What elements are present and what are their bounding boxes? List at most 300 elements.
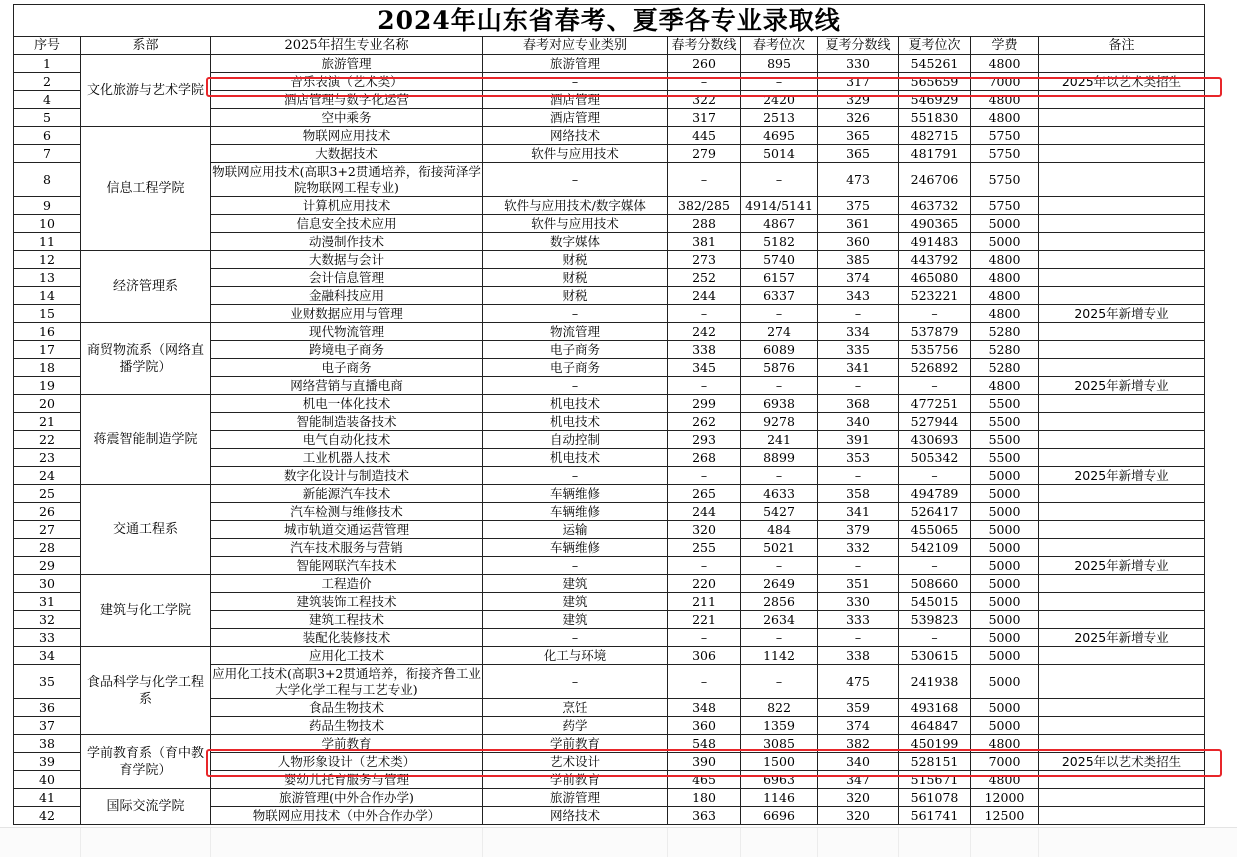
cell-summer-rank[interactable]: 508660 <box>899 575 971 593</box>
header-spring-score[interactable]: 春考分数线 <box>668 37 741 55</box>
cell-fee[interactable]: 4800 <box>971 55 1039 73</box>
cell-no[interactable]: 33 <box>14 629 81 647</box>
cell-dept[interactable]: 建筑与化工学院 <box>81 575 211 647</box>
cell-major[interactable]: 工程造价 <box>211 575 483 593</box>
cell-spring-rank[interactable]: 1500 <box>741 753 818 771</box>
cell-no[interactable]: 11 <box>14 233 81 251</box>
cell-note[interactable] <box>1039 647 1205 665</box>
cell-summer-score[interactable]: 332 <box>818 539 899 557</box>
cell-spring-rank[interactable]: 822 <box>741 699 818 717</box>
cell-spring-score[interactable]: – <box>668 665 741 699</box>
cell-summer-rank[interactable]: 443792 <box>899 251 971 269</box>
cell-no[interactable]: 4 <box>14 91 81 109</box>
cell-spring-rank[interactable]: 4867 <box>741 215 818 233</box>
cell-spring-category[interactable]: 车辆维修 <box>483 539 668 557</box>
cell-major[interactable]: 音乐表演（艺术类） <box>211 73 483 91</box>
cell-summer-score[interactable]: 340 <box>818 413 899 431</box>
cell-summer-rank[interactable]: 505342 <box>899 449 971 467</box>
cell-spring-score[interactable]: 338 <box>668 341 741 359</box>
cell-spring-score[interactable]: 244 <box>668 503 741 521</box>
cell-summer-score[interactable]: 320 <box>818 789 899 807</box>
cell-no[interactable]: 41 <box>14 789 81 807</box>
cell-spring-rank[interactable]: 6938 <box>741 395 818 413</box>
cell-major[interactable]: 金融科技应用 <box>211 287 483 305</box>
cell-spring-score[interactable]: 279 <box>668 145 741 163</box>
cell-note[interactable] <box>1039 341 1205 359</box>
cell-summer-rank[interactable]: 482715 <box>899 127 971 145</box>
cell-spring-rank[interactable]: – <box>741 305 818 323</box>
cell-summer-rank[interactable]: 246706 <box>899 163 971 197</box>
cell-summer-rank[interactable]: 490365 <box>899 215 971 233</box>
cell-spring-rank[interactable]: 241 <box>741 431 818 449</box>
cell-spring-rank[interactable]: 6089 <box>741 341 818 359</box>
cell-summer-rank[interactable]: – <box>899 557 971 575</box>
cell-dept[interactable]: 蒋震智能制造学院 <box>81 395 211 485</box>
cell-major[interactable]: 装配化装修技术 <box>211 629 483 647</box>
cell-no[interactable]: 20 <box>14 395 81 413</box>
cell-spring-rank[interactable]: 484 <box>741 521 818 539</box>
cell-spring-score[interactable]: – <box>668 557 741 575</box>
cell-spring-category[interactable]: 酒店管理 <box>483 109 668 127</box>
cell-spring-category[interactable]: 电子商务 <box>483 359 668 377</box>
cell-no[interactable]: 27 <box>14 521 81 539</box>
cell-summer-score[interactable]: 385 <box>818 251 899 269</box>
cell-spring-rank[interactable]: 2649 <box>741 575 818 593</box>
cell-spring-score[interactable]: 299 <box>668 395 741 413</box>
cell-fee[interactable]: 4800 <box>971 269 1039 287</box>
cell-note[interactable]: 2025年以艺术类招生 <box>1039 753 1205 771</box>
cell-fee[interactable]: 7000 <box>971 753 1039 771</box>
cell-spring-rank[interactable]: 5182 <box>741 233 818 251</box>
cell-spring-category[interactable]: 软件与应用技术 <box>483 215 668 233</box>
cell-note[interactable] <box>1039 539 1205 557</box>
cell-no[interactable]: 9 <box>14 197 81 215</box>
cell-note[interactable] <box>1039 395 1205 413</box>
cell-major[interactable]: 新能源汽车技术 <box>211 485 483 503</box>
cell-spring-score[interactable]: 211 <box>668 593 741 611</box>
cell-note[interactable] <box>1039 251 1205 269</box>
cell-note[interactable] <box>1039 269 1205 287</box>
cell-major[interactable]: 建筑工程技术 <box>211 611 483 629</box>
cell-major[interactable]: 学前教育 <box>211 735 483 753</box>
cell-fee[interactable]: 5000 <box>971 629 1039 647</box>
cell-spring-category[interactable]: 运输 <box>483 521 668 539</box>
cell-spring-category[interactable]: 财税 <box>483 287 668 305</box>
cell-spring-score[interactable]: 445 <box>668 127 741 145</box>
cell-spring-rank[interactable]: 9278 <box>741 413 818 431</box>
cell-summer-score[interactable]: – <box>818 557 899 575</box>
cell-spring-score[interactable]: 360 <box>668 717 741 735</box>
cell-spring-rank[interactable]: 6696 <box>741 807 818 825</box>
cell-no[interactable]: 7 <box>14 145 81 163</box>
cell-spring-rank[interactable]: 4695 <box>741 127 818 145</box>
cell-major[interactable]: 业财数据应用与管理 <box>211 305 483 323</box>
cell-spring-score[interactable]: – <box>668 305 741 323</box>
cell-summer-rank[interactable]: 546929 <box>899 91 971 109</box>
cell-spring-score[interactable]: – <box>668 163 741 197</box>
cell-major[interactable]: 大数据技术 <box>211 145 483 163</box>
cell-no[interactable]: 38 <box>14 735 81 753</box>
cell-spring-score[interactable]: 252 <box>668 269 741 287</box>
cell-spring-category[interactable]: 机电技术 <box>483 395 668 413</box>
cell-spring-rank[interactable]: – <box>741 377 818 395</box>
cell-spring-rank[interactable]: – <box>741 629 818 647</box>
cell-major[interactable]: 跨境电子商务 <box>211 341 483 359</box>
cell-spring-category[interactable]: 机电技术 <box>483 449 668 467</box>
cell-spring-score[interactable]: 221 <box>668 611 741 629</box>
cell-spring-rank[interactable]: – <box>741 557 818 575</box>
cell-spring-score[interactable]: 465 <box>668 771 741 789</box>
cell-fee[interactable]: 5000 <box>971 593 1039 611</box>
cell-fee[interactable]: 4800 <box>971 735 1039 753</box>
cell-spring-rank[interactable]: 2513 <box>741 109 818 127</box>
cell-spring-rank[interactable]: 5876 <box>741 359 818 377</box>
cell-spring-category[interactable]: 酒店管理 <box>483 91 668 109</box>
cell-spring-rank[interactable]: 4914/5141 <box>741 197 818 215</box>
cell-spring-score[interactable]: 348 <box>668 699 741 717</box>
cell-fee[interactable]: 5000 <box>971 467 1039 485</box>
cell-fee[interactable]: 5280 <box>971 359 1039 377</box>
header-note[interactable]: 备注 <box>1039 37 1205 55</box>
cell-summer-rank[interactable]: 539823 <box>899 611 971 629</box>
cell-spring-category[interactable]: 财税 <box>483 251 668 269</box>
cell-spring-rank[interactable]: 4633 <box>741 485 818 503</box>
cell-summer-rank[interactable]: – <box>899 305 971 323</box>
cell-summer-score[interactable]: – <box>818 305 899 323</box>
cell-summer-score[interactable]: 333 <box>818 611 899 629</box>
cell-fee[interactable]: 5750 <box>971 145 1039 163</box>
cell-spring-category[interactable]: 建筑 <box>483 611 668 629</box>
cell-spring-rank[interactable]: 1146 <box>741 789 818 807</box>
cell-summer-score[interactable]: 361 <box>818 215 899 233</box>
cell-summer-score[interactable]: – <box>818 629 899 647</box>
cell-summer-rank[interactable]: 535756 <box>899 341 971 359</box>
cell-spring-category[interactable]: – <box>483 377 668 395</box>
cell-spring-score[interactable]: 322 <box>668 91 741 109</box>
cell-fee[interactable]: 5000 <box>971 699 1039 717</box>
cell-summer-score[interactable]: 391 <box>818 431 899 449</box>
cell-spring-score[interactable]: 288 <box>668 215 741 233</box>
cell-spring-rank[interactable]: 6963 <box>741 771 818 789</box>
cell-dept[interactable]: 国际交流学院 <box>81 789 211 825</box>
cell-spring-category[interactable]: 电子商务 <box>483 341 668 359</box>
cell-no[interactable]: 15 <box>14 305 81 323</box>
cell-spring-score[interactable]: – <box>668 467 741 485</box>
cell-summer-score[interactable]: 335 <box>818 341 899 359</box>
cell-summer-score[interactable]: 340 <box>818 753 899 771</box>
cell-major[interactable]: 物联网应用技术(高职3+2贯通培养，衔接菏泽学院物联网工程专业) <box>212 163 481 195</box>
cell-no[interactable]: 23 <box>14 449 81 467</box>
cell-major[interactable]: 智能网联汽车技术 <box>211 557 483 575</box>
cell-spring-score[interactable]: 220 <box>668 575 741 593</box>
cell-summer-score[interactable]: 375 <box>818 197 899 215</box>
cell-no[interactable]: 1 <box>14 55 81 73</box>
cell-spring-rank[interactable]: – <box>741 467 818 485</box>
cell-no[interactable]: 6 <box>14 127 81 145</box>
cell-fee[interactable]: 4800 <box>971 305 1039 323</box>
cell-summer-score[interactable]: 359 <box>818 699 899 717</box>
cell-spring-category[interactable]: – <box>483 163 668 197</box>
cell-no[interactable]: 25 <box>14 485 81 503</box>
cell-spring-rank[interactable]: – <box>741 665 818 699</box>
cell-spring-rank[interactable]: – <box>741 163 818 197</box>
cell-no[interactable]: 29 <box>14 557 81 575</box>
cell-note[interactable] <box>1039 521 1205 539</box>
cell-summer-rank[interactable]: 526417 <box>899 503 971 521</box>
cell-note[interactable] <box>1039 197 1205 215</box>
cell-fee[interactable]: 5500 <box>971 395 1039 413</box>
cell-fee[interactable]: 5000 <box>971 717 1039 735</box>
cell-spring-category[interactable]: 建筑 <box>483 593 668 611</box>
cell-note[interactable] <box>1039 145 1205 163</box>
cell-summer-score[interactable]: 343 <box>818 287 899 305</box>
cell-spring-category[interactable]: 学前教育 <box>483 771 668 789</box>
cell-spring-category[interactable]: 学前教育 <box>483 735 668 753</box>
cell-summer-score[interactable]: 329 <box>818 91 899 109</box>
cell-spring-score[interactable]: 382/285 <box>668 197 741 215</box>
cell-summer-rank[interactable]: 523221 <box>899 287 971 305</box>
cell-summer-rank[interactable]: – <box>899 467 971 485</box>
cell-spring-score[interactable]: 317 <box>668 109 741 127</box>
cell-spring-score[interactable]: 293 <box>668 431 741 449</box>
cell-major[interactable]: 酒店管理与数字化运营 <box>211 91 483 109</box>
cell-summer-score[interactable]: 368 <box>818 395 899 413</box>
cell-no[interactable]: 10 <box>14 215 81 233</box>
cell-no[interactable]: 39 <box>14 753 81 771</box>
cell-dept[interactable]: 学前教育系（育中教育学院） <box>81 735 211 789</box>
cell-no[interactable]: 24 <box>14 467 81 485</box>
cell-no[interactable]: 28 <box>14 539 81 557</box>
cell-spring-category[interactable]: 自动控制 <box>483 431 668 449</box>
cell-summer-score[interactable]: 353 <box>818 449 899 467</box>
cell-summer-score[interactable]: 326 <box>818 109 899 127</box>
cell-summer-rank[interactable]: – <box>899 377 971 395</box>
cell-spring-rank[interactable]: 5014 <box>741 145 818 163</box>
cell-fee[interactable]: 4800 <box>971 377 1039 395</box>
cell-major[interactable]: 物联网应用技术（中外合作办学） <box>211 807 483 825</box>
cell-no[interactable]: 8 <box>14 163 81 197</box>
cell-fee[interactable]: 5500 <box>971 431 1039 449</box>
cell-fee[interactable]: 5750 <box>971 127 1039 145</box>
cell-note[interactable] <box>1039 807 1205 825</box>
cell-spring-category[interactable]: 车辆维修 <box>483 503 668 521</box>
cell-major[interactable]: 药品生物技术 <box>211 717 483 735</box>
cell-spring-category[interactable]: 机电技术 <box>483 413 668 431</box>
cell-no[interactable]: 31 <box>14 593 81 611</box>
cell-spring-score[interactable]: 306 <box>668 647 741 665</box>
cell-fee[interactable]: 5000 <box>971 611 1039 629</box>
cell-note[interactable] <box>1039 575 1205 593</box>
cell-summer-score[interactable]: 382 <box>818 735 899 753</box>
cell-fee[interactable]: 5000 <box>971 485 1039 503</box>
cell-major[interactable]: 婴幼儿托育服务与管理 <box>211 771 483 789</box>
cell-major[interactable]: 计算机应用技术 <box>211 197 483 215</box>
cell-no[interactable]: 34 <box>14 647 81 665</box>
cell-major[interactable]: 信息安全技术应用 <box>211 215 483 233</box>
cell-no[interactable]: 18 <box>14 359 81 377</box>
cell-summer-score[interactable]: 320 <box>818 807 899 825</box>
cell-summer-rank[interactable]: 526892 <box>899 359 971 377</box>
cell-summer-rank[interactable]: 450199 <box>899 735 971 753</box>
cell-note[interactable] <box>1039 55 1205 73</box>
cell-spring-rank[interactable]: 5740 <box>741 251 818 269</box>
cell-note[interactable] <box>1039 665 1205 699</box>
cell-summer-score[interactable]: 365 <box>818 145 899 163</box>
cell-no[interactable]: 37 <box>14 717 81 735</box>
cell-major[interactable]: 智能制造装备技术 <box>211 413 483 431</box>
header-fee[interactable]: 学费 <box>971 37 1039 55</box>
cell-summer-rank[interactable]: 481791 <box>899 145 971 163</box>
cell-major[interactable]: 应用化工技术(高职3+2贯通培养，衔接齐鲁工业大学化学工程与工艺专业) <box>212 665 481 697</box>
cell-spring-score[interactable]: 363 <box>668 807 741 825</box>
cell-major[interactable]: 会计信息管理 <box>211 269 483 287</box>
cell-summer-rank[interactable]: 528151 <box>899 753 971 771</box>
cell-no[interactable]: 13 <box>14 269 81 287</box>
cell-summer-score[interactable]: 330 <box>818 593 899 611</box>
cell-major[interactable]: 食品生物技术 <box>211 699 483 717</box>
cell-spring-category[interactable]: 网络技术 <box>483 807 668 825</box>
cell-spring-score[interactable]: – <box>668 377 741 395</box>
cell-summer-score[interactable]: 473 <box>818 163 899 197</box>
cell-fee[interactable]: 5000 <box>971 215 1039 233</box>
cell-summer-rank[interactable]: 565659 <box>899 73 971 91</box>
cell-dept[interactable]: 信息工程学院 <box>81 127 211 251</box>
cell-spring-rank[interactable]: 2856 <box>741 593 818 611</box>
cell-spring-category[interactable]: 建筑 <box>483 575 668 593</box>
cell-summer-rank[interactable]: 477251 <box>899 395 971 413</box>
cell-fee[interactable]: 5500 <box>971 413 1039 431</box>
cell-spring-category[interactable]: 烹饪 <box>483 699 668 717</box>
cell-spring-score[interactable]: 180 <box>668 789 741 807</box>
cell-fee[interactable]: 4800 <box>971 771 1039 789</box>
cell-spring-score[interactable]: 390 <box>668 753 741 771</box>
header-spring-category[interactable]: 春考对应专业类别 <box>483 37 668 55</box>
cell-major[interactable]: 网络营销与直播电商 <box>211 377 483 395</box>
cell-spring-category[interactable]: 化工与环境 <box>483 647 668 665</box>
cell-summer-rank[interactable]: 491483 <box>899 233 971 251</box>
cell-summer-rank[interactable]: 430693 <box>899 431 971 449</box>
cell-major[interactable]: 人物形象设计（艺术类） <box>211 753 483 771</box>
cell-summer-score[interactable]: 317 <box>818 73 899 91</box>
cell-no[interactable]: 2 <box>14 73 81 91</box>
cell-summer-rank[interactable]: 545261 <box>899 55 971 73</box>
cell-summer-rank[interactable]: 561078 <box>899 789 971 807</box>
cell-summer-score[interactable]: 341 <box>818 503 899 521</box>
cell-fee[interactable]: 4800 <box>971 91 1039 109</box>
cell-note[interactable] <box>1039 109 1205 127</box>
cell-summer-rank[interactable]: 545015 <box>899 593 971 611</box>
header-major[interactable]: 2025年招生专业名称 <box>211 37 483 55</box>
cell-no[interactable]: 40 <box>14 771 81 789</box>
cell-fee[interactable]: 4800 <box>971 109 1039 127</box>
cell-spring-rank[interactable]: 895 <box>741 55 818 73</box>
cell-summer-score[interactable]: 360 <box>818 233 899 251</box>
cell-note[interactable] <box>1039 215 1205 233</box>
cell-summer-rank[interactable]: 493168 <box>899 699 971 717</box>
cell-fee[interactable]: 5750 <box>971 163 1039 197</box>
header-spring-rank[interactable]: 春考位次 <box>741 37 818 55</box>
cell-spring-rank[interactable]: 8899 <box>741 449 818 467</box>
cell-summer-score[interactable]: 374 <box>818 717 899 735</box>
cell-note[interactable]: 2025年新增专业 <box>1039 377 1205 395</box>
cell-summer-rank[interactable]: 241938 <box>899 665 971 699</box>
cell-spring-category[interactable]: 网络技术 <box>483 127 668 145</box>
cell-summer-rank[interactable]: 494789 <box>899 485 971 503</box>
cell-spring-rank[interactable]: 2420 <box>741 91 818 109</box>
cell-spring-score[interactable]: 320 <box>668 521 741 539</box>
cell-no[interactable]: 22 <box>14 431 81 449</box>
cell-note[interactable] <box>1039 323 1205 341</box>
cell-no[interactable]: 17 <box>14 341 81 359</box>
cell-spring-category[interactable]: – <box>483 629 668 647</box>
cell-major[interactable]: 建筑装饰工程技术 <box>211 593 483 611</box>
cell-spring-rank[interactable]: 5427 <box>741 503 818 521</box>
cell-note[interactable] <box>1039 163 1205 197</box>
cell-spring-category[interactable]: 药学 <box>483 717 668 735</box>
cell-note[interactable]: 2025年新增专业 <box>1039 629 1205 647</box>
cell-spring-category[interactable]: 旅游管理 <box>483 789 668 807</box>
cell-summer-score[interactable]: 334 <box>818 323 899 341</box>
cell-no[interactable]: 26 <box>14 503 81 521</box>
cell-note[interactable] <box>1039 449 1205 467</box>
cell-spring-score[interactable]: 345 <box>668 359 741 377</box>
cell-major[interactable]: 大数据与会计 <box>211 251 483 269</box>
cell-dept[interactable]: 经济管理系 <box>81 251 211 323</box>
cell-no[interactable]: 36 <box>14 699 81 717</box>
cell-note[interactable] <box>1039 503 1205 521</box>
cell-spring-category[interactable]: – <box>483 467 668 485</box>
cell-no[interactable]: 21 <box>14 413 81 431</box>
cell-note[interactable] <box>1039 699 1205 717</box>
cell-major[interactable]: 动漫制作技术 <box>211 233 483 251</box>
cell-fee[interactable]: 5500 <box>971 449 1039 467</box>
cell-spring-category[interactable]: 旅游管理 <box>483 55 668 73</box>
cell-note[interactable] <box>1039 717 1205 735</box>
cell-spring-rank[interactable]: – <box>741 73 818 91</box>
cell-summer-rank[interactable]: 542109 <box>899 539 971 557</box>
cell-note[interactable]: 2025年以艺术类招生 <box>1039 73 1205 91</box>
cell-spring-score[interactable]: – <box>668 629 741 647</box>
cell-summer-rank[interactable]: 515671 <box>899 771 971 789</box>
cell-note[interactable] <box>1039 359 1205 377</box>
cell-spring-category[interactable]: 车辆维修 <box>483 485 668 503</box>
cell-spring-score[interactable]: 548 <box>668 735 741 753</box>
cell-no[interactable]: 32 <box>14 611 81 629</box>
cell-note[interactable] <box>1039 233 1205 251</box>
cell-fee[interactable]: 5000 <box>971 503 1039 521</box>
cell-fee[interactable]: 5280 <box>971 341 1039 359</box>
cell-spring-category[interactable]: – <box>483 305 668 323</box>
cell-dept[interactable]: 文化旅游与艺术学院 <box>81 55 211 127</box>
cell-major[interactable]: 电气自动化技术 <box>211 431 483 449</box>
cell-summer-rank[interactable]: 455065 <box>899 521 971 539</box>
cell-major[interactable]: 物联网应用技术 <box>211 127 483 145</box>
cell-summer-score[interactable]: – <box>818 467 899 485</box>
cell-summer-score[interactable]: – <box>818 377 899 395</box>
cell-fee[interactable]: 12000 <box>971 789 1039 807</box>
cell-spring-score[interactable]: 265 <box>668 485 741 503</box>
cell-summer-score[interactable]: 347 <box>818 771 899 789</box>
cell-spring-score[interactable]: 255 <box>668 539 741 557</box>
cell-spring-rank[interactable]: 2634 <box>741 611 818 629</box>
cell-spring-rank[interactable]: 1359 <box>741 717 818 735</box>
cell-fee[interactable]: 5000 <box>971 521 1039 539</box>
cell-major[interactable]: 旅游管理(中外合作办学) <box>211 789 483 807</box>
cell-no[interactable]: 14 <box>14 287 81 305</box>
cell-major[interactable]: 汽车检测与维修技术 <box>211 503 483 521</box>
cell-dept[interactable]: 商贸物流系（网络直播学院） <box>81 323 211 395</box>
cell-summer-rank[interactable]: 464847 <box>899 717 971 735</box>
